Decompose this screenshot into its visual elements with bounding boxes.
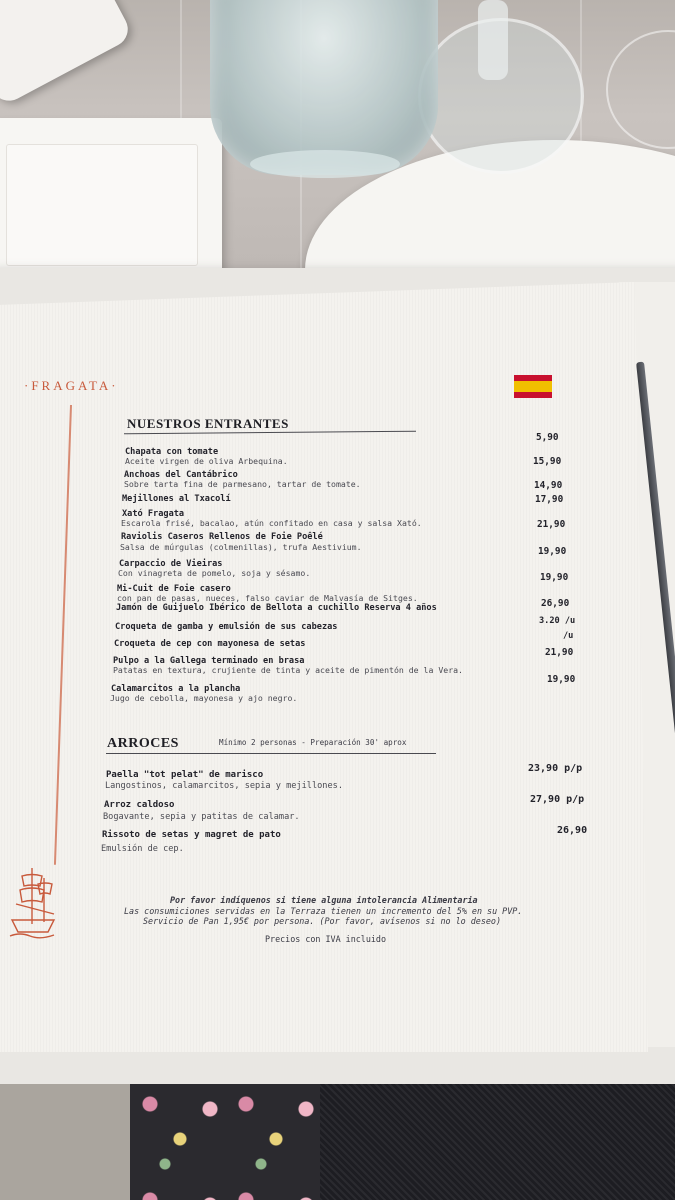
menu-item-name: Paella "tot pelat" de marisco: [106, 770, 264, 780]
menu-item-name: Xató Fragata: [122, 509, 185, 519]
menu-item-name: Calamarcitos a la plancha: [111, 684, 241, 694]
menu-item-desc: Emulsión de cep.: [101, 844, 184, 854]
sailing-ship-icon: [8, 864, 58, 940]
menu-item-desc: con pan de pasas, nueces, falso caviar de Malvasía de Sitges.: [117, 593, 418, 603]
menu-item-name: Mi-Cuit de Foie casero: [117, 584, 231, 594]
menu-item-name: Croqueta de cep con mayonesa de setas: [114, 639, 306, 649]
menu-item-price: 21,90: [545, 647, 574, 658]
menu-item-desc: Escarola frisé, bacalao, atún confitado en casa y salsa Xató.: [121, 518, 422, 528]
menu-item-desc: Sobre tarta fina de parmesano, tartar de tomate.: [124, 479, 361, 489]
menu-item-desc: Jugo de cebolla, mayonesa y ajo negro.: [110, 693, 298, 703]
terrace-note: Las consumiciones servidas en la Terraza tienen un incremento del 5% en su PVP.: [124, 906, 523, 916]
menu-item-price: 26,90: [557, 825, 588, 836]
menu-item-name: Chapata con tomate: [125, 447, 219, 457]
menu-item-price: 26,90: [541, 598, 570, 609]
bread-note: Servicio de Pan 1,95€ por persona. (Por favor, avísenos si no lo deseo): [143, 916, 501, 926]
white-tray: [0, 118, 222, 288]
menu-item-desc: Bogavante, sepia y patitas de calamar.: [103, 812, 300, 822]
menu-item-price: 23,90 p/p: [528, 763, 583, 774]
menu-item-desc: Patatas en textura, crujiente de tinta y aceite de pimentón de la Vera.: [113, 665, 463, 675]
dark-clothing: [320, 1084, 675, 1200]
section-subtitle: Mínimo 2 personas - Preparación 30' aprox: [219, 738, 407, 747]
menu-item-price: 17,90: [535, 494, 564, 505]
vat-note: Precios con IVA incluido: [265, 934, 387, 944]
floor: [0, 1084, 140, 1200]
brand-name: ·FRAGATA·: [24, 378, 119, 393]
menu-item-name: Croqueta de gamba y emulsión de sus cabezas: [115, 622, 338, 632]
section-title-arroces: ARROCES: [107, 736, 179, 751]
menu-item-name: Anchoas del Cantábrico: [124, 470, 238, 480]
menu-item-price: /u: [563, 631, 574, 641]
water-glass: [210, 0, 438, 175]
menu-item-name: Arroz caldoso: [104, 800, 175, 810]
menu-item-price: 19,90: [547, 674, 576, 685]
menu-item-price: 19,90: [538, 546, 567, 557]
menu-item-desc: Aceite virgen de oliva Arbequina.: [125, 456, 288, 466]
allergy-note: Por favor indíquenos si tiene alguna intolerancia Alimentaria: [170, 895, 478, 905]
menu-item-price: 19,90: [540, 572, 569, 583]
section-rule: [106, 753, 436, 754]
menu-item-desc: Langostinos, calamarcitos, sepia y mejillones.: [105, 781, 343, 791]
menu-item-name: Pulpo a la Gallega terminado en brasa: [113, 656, 305, 666]
menu-item-name: Raviolis Caseros Rellenos de Foie Poêlé: [121, 532, 323, 542]
menu-item-desc: Salsa de múrgulas (colmenillas), trufa Aestivium.: [120, 542, 362, 552]
spain-flag-icon: [514, 375, 552, 398]
menu-item-price: 3.20 /u: [539, 616, 576, 626]
menu-item-name: Rissoto de setas y magret de pato: [102, 830, 281, 840]
menu-item-name: Carpaccio de Vieiras: [119, 559, 223, 569]
menu-item-price: 14,90: [534, 480, 563, 491]
menu-item-price: 15,90: [533, 456, 562, 467]
menu-item-price: 27,90 p/p: [530, 794, 585, 805]
menu-item-name: Jamón de Guijuelo Ibérico de Bellota a cuchillo Reserva 4 años: [116, 603, 437, 613]
section-title-entrantes: NUESTROS ENTRANTES: [127, 416, 289, 431]
menu-item-price: 21,90: [537, 519, 566, 530]
menu-item-name: Mejillones al Txacolí: [122, 494, 231, 504]
menu-item-price: 5,90: [536, 432, 559, 443]
menu-item-desc: Con vinagreta de pomelo, soja y sésamo.: [118, 568, 311, 578]
